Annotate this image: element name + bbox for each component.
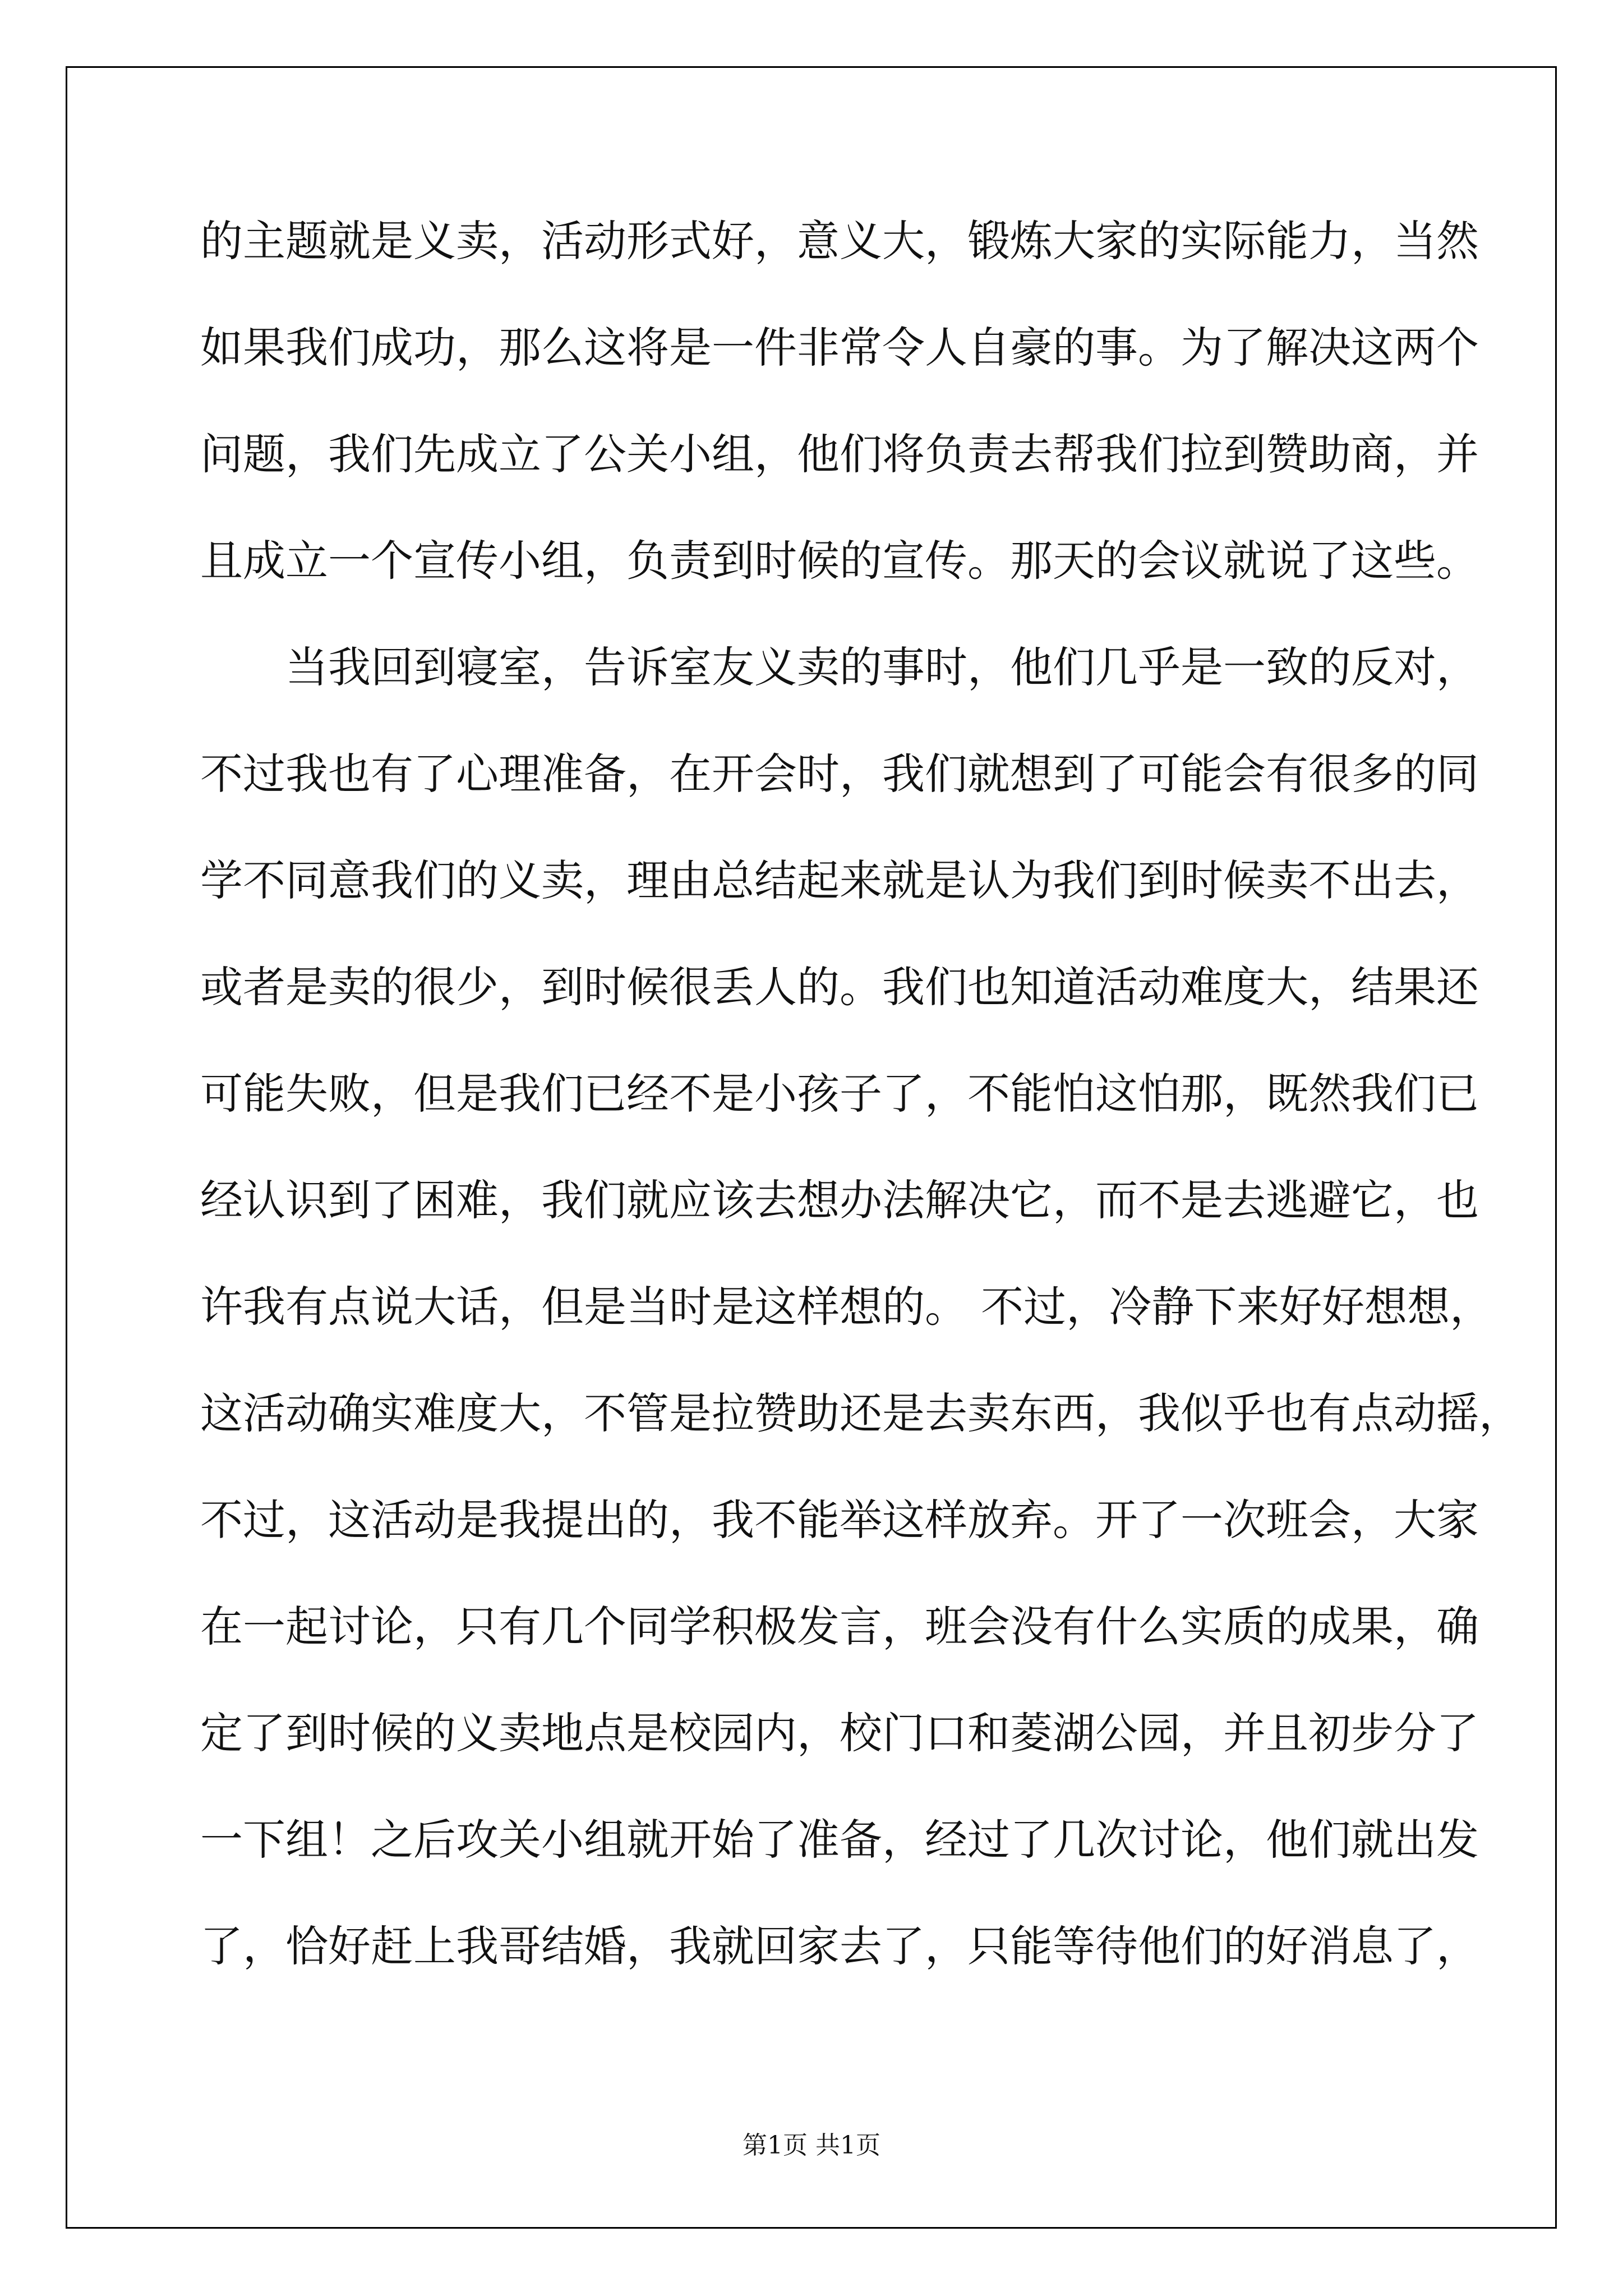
document-body <box>200 210 1521 2022</box>
text-line: 这活动确实难度大，不管是拉赞助还是去卖东西，我似乎也有点动摇， <box>200 1388 1521 1438</box>
text-line: 定了到时候的义卖地点是校园内，校门口和菱湖公园，并且初步分了 <box>200 1708 1479 1758</box>
text-line: 不过我也有了心理准备，在开会时，我们就想到了可能会有很多的同 <box>200 749 1479 799</box>
text-line: 或者是卖的很少，到时候很丢人的。我们也知道活动难度大，结果还 <box>200 962 1479 1012</box>
text-line: 了，恰好赶上我哥结婚，我就回家去了，只能等待他们的好消息了， <box>200 1921 1479 1971</box>
text-line: 一下组！之后攻关小组就开始了准备，经过了几次讨论，他们就出发 <box>200 1815 1479 1865</box>
text-line: 学不同意我们的义卖，理由总结起来就是认为我们到时候卖不出去， <box>200 855 1479 905</box>
text-line: 可能失败，但是我们已经不是小孩子了，不能怕这怕那，既然我们已 <box>200 1069 1479 1119</box>
text-line: 如果我们成功，那么这将是一件非常令人自豪的事。为了解决这两个 <box>200 323 1479 372</box>
text-line: 在一起讨论，只有几个同学积极发言，班会没有什么实质的成果，确 <box>200 1602 1479 1651</box>
text-line: 且成立一个宣传小组，负责到时候的宣传。那天的会议就说了这些。 <box>200 536 1479 586</box>
text-line: 问题，我们先成立了公关小组，他们将负责去帮我们拉到赞助商，并 <box>200 429 1479 479</box>
text-line: 的主题就是义卖，活动形式好，意义大，锻炼大家的实际能力，当然 <box>200 216 1479 266</box>
page-number-footer: 第1页 共1页 <box>743 2131 880 2160</box>
paragraph-first-line: 当我回到寝室，告诉室友义卖的事时，他们几乎是一致的反对， <box>285 642 1479 692</box>
text-line: 经认识到了困难，我们就应该去想办法解决它，而不是去逃避它，也 <box>200 1175 1479 1225</box>
text-line: 许我有点说大话，但是当时是这样想的。 不过，冷静下来好好想想， <box>200 1282 1493 1332</box>
text-line: 不过，这活动是我提出的，我不能举这样放弃。开了一次班会，大家 <box>200 1495 1479 1545</box>
